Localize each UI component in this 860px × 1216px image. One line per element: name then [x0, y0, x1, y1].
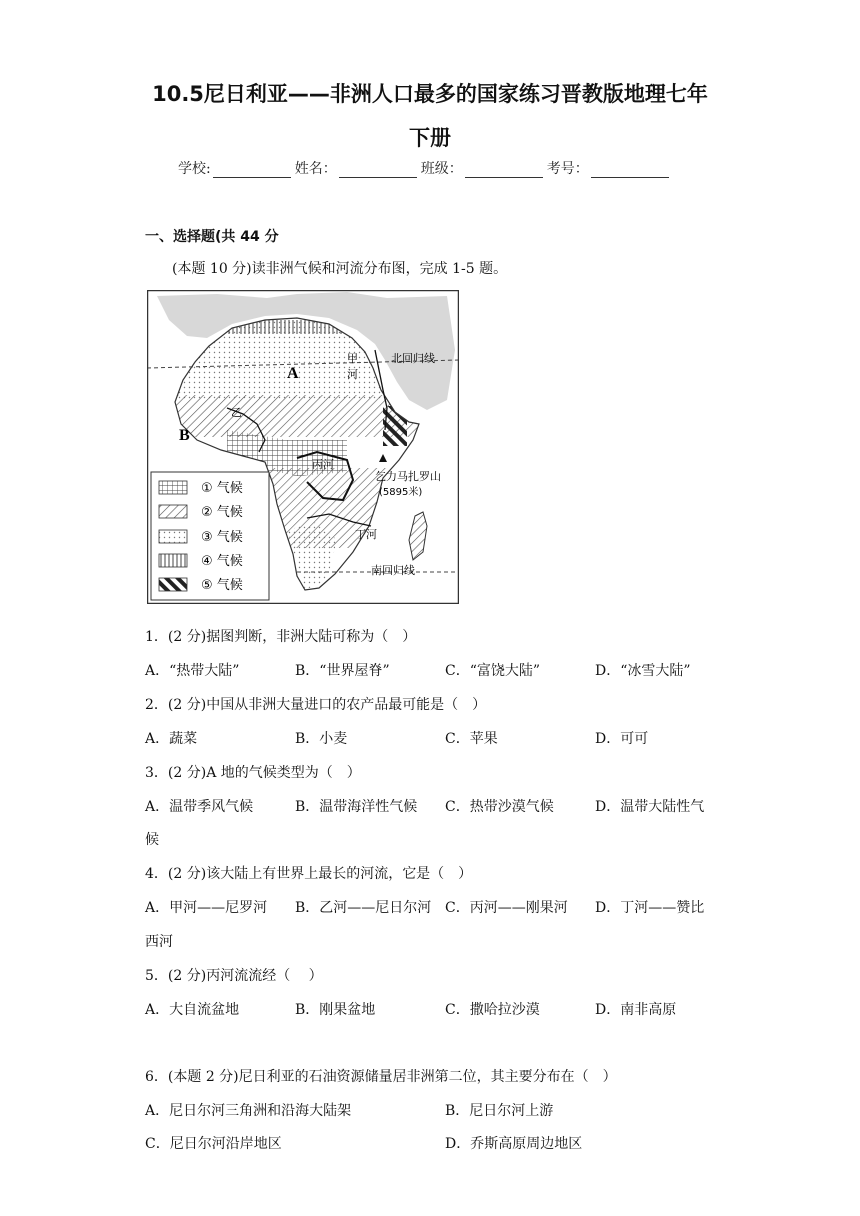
label-ding-river: 丁河 — [355, 528, 377, 541]
map-legend — [151, 472, 269, 600]
q6-option-a[interactable]: A．尼日尔河三角洲和沿海大陆架 — [145, 1103, 352, 1119]
label-bing-river: 丙河 — [312, 458, 334, 471]
legend-item-3: ③ 气候 — [201, 530, 243, 545]
q6-option-b[interactable]: B．尼日尔河上游 — [445, 1103, 554, 1119]
q5-option-b[interactable]: B．刚果盆地 — [295, 1002, 376, 1018]
q5-option-a[interactable]: A．大自流盆地 — [145, 1002, 240, 1018]
q6-option-d[interactable]: D．乔斯高原周边地区 — [445, 1136, 583, 1152]
label-he: 河 — [347, 368, 358, 381]
label-north-tropic: 北回归线 — [391, 352, 435, 365]
q1-option-b[interactable]: B．“世界屋脊” — [295, 663, 390, 679]
question-1-stem: 1．(2 分)据图判断，非洲大陆可称为（ ） — [145, 629, 417, 645]
label-b: B — [179, 427, 190, 444]
q1-option-a[interactable]: A．“热带大陆” — [145, 663, 240, 679]
student-info-row — [178, 158, 673, 178]
question-3-stem: 3．(2 分)A 地的气候类型为（ ） — [145, 765, 361, 781]
label-a: A — [287, 365, 299, 382]
question-intro: (本题 10 分)读非洲气候和河流分布图，完成 1-5 题。 — [172, 261, 508, 277]
q2-option-d[interactable]: D．可可 — [595, 731, 649, 747]
q3-option-d[interactable]: D．温带大陆性气 — [595, 799, 705, 815]
name-blank[interactable] — [339, 163, 417, 178]
q4-option-d-wrap: 西河 — [145, 934, 173, 950]
label-jia: 甲 — [347, 352, 358, 365]
q2-option-b[interactable]: B．小麦 — [295, 731, 348, 747]
label-mountain-height: (5895米) — [379, 487, 423, 498]
question-6-stem: 6．(本题 2 分)尼日利亚的石油资源储量居非洲第二位，其主要分布在（ ） — [145, 1069, 617, 1085]
question-2-stem: 2．(2 分)中国从非洲大量进口的农产品最可能是（ ） — [145, 697, 487, 713]
q1-option-d[interactable]: D．“冰雪大陆” — [595, 663, 691, 679]
legend-item-5: ⑤ 气候 — [201, 578, 243, 593]
class-blank[interactable] — [465, 163, 543, 178]
africa-climate-map — [147, 290, 459, 604]
q4-option-a[interactable]: A．甲河——尼罗河 — [145, 900, 268, 916]
school-label: 学校: — [178, 161, 211, 177]
exam-number-label: 考号： — [546, 161, 589, 177]
name-label: 姓名： — [294, 161, 337, 177]
page-title-line1: 10.5尼日利亚——非洲人口最多的国家练习晋教版地理七年 — [152, 82, 708, 106]
q4-option-b[interactable]: B．乙河——尼日尔河 — [295, 900, 432, 916]
q3-option-a[interactable]: A．温带季风气候 — [145, 799, 254, 815]
label-south-tropic: 南回归线 — [371, 564, 415, 577]
q6-option-c[interactable]: C．尼日尔河沿岸地区 — [145, 1136, 282, 1152]
question-5-stem: 5．(2 分)丙河流流经（ ） — [145, 968, 323, 984]
page-title-line2: 下册 — [409, 126, 451, 150]
section-heading: 一、选择题(共 44 分 — [145, 229, 279, 245]
q4-option-d[interactable]: D．丁河——赞比 — [595, 900, 705, 916]
label-mountain: 乞力马扎罗山 — [375, 470, 441, 483]
school-blank[interactable] — [213, 163, 291, 178]
q5-option-c[interactable]: C．撒哈拉沙漠 — [445, 1002, 540, 1018]
q3-option-c[interactable]: C．热带沙漠气候 — [445, 799, 554, 815]
legend-item-2: ② 气候 — [201, 505, 243, 520]
exam-number-blank[interactable] — [591, 163, 669, 178]
q5-option-d[interactable]: D．南非高原 — [595, 1002, 677, 1018]
q1-option-c[interactable]: C．“富饶大陆” — [445, 663, 541, 679]
q2-option-c[interactable]: C．苹果 — [445, 731, 498, 747]
q3-option-d-wrap: 候 — [145, 832, 159, 848]
q4-option-c[interactable]: C．丙河——刚果河 — [445, 900, 568, 916]
label-yi: 乙 — [231, 406, 242, 419]
question-4-stem: 4．(2 分)该大陆上有世界上最长的河流，它是（ ） — [145, 866, 473, 882]
legend-item-4: ④ 气候 — [201, 554, 243, 569]
q3-option-b[interactable]: B．温带海洋性气候 — [295, 799, 418, 815]
class-label: 班级： — [420, 161, 463, 177]
legend-item-1: ① 气候 — [201, 481, 243, 496]
q2-option-a[interactable]: A．蔬菜 — [145, 731, 198, 747]
